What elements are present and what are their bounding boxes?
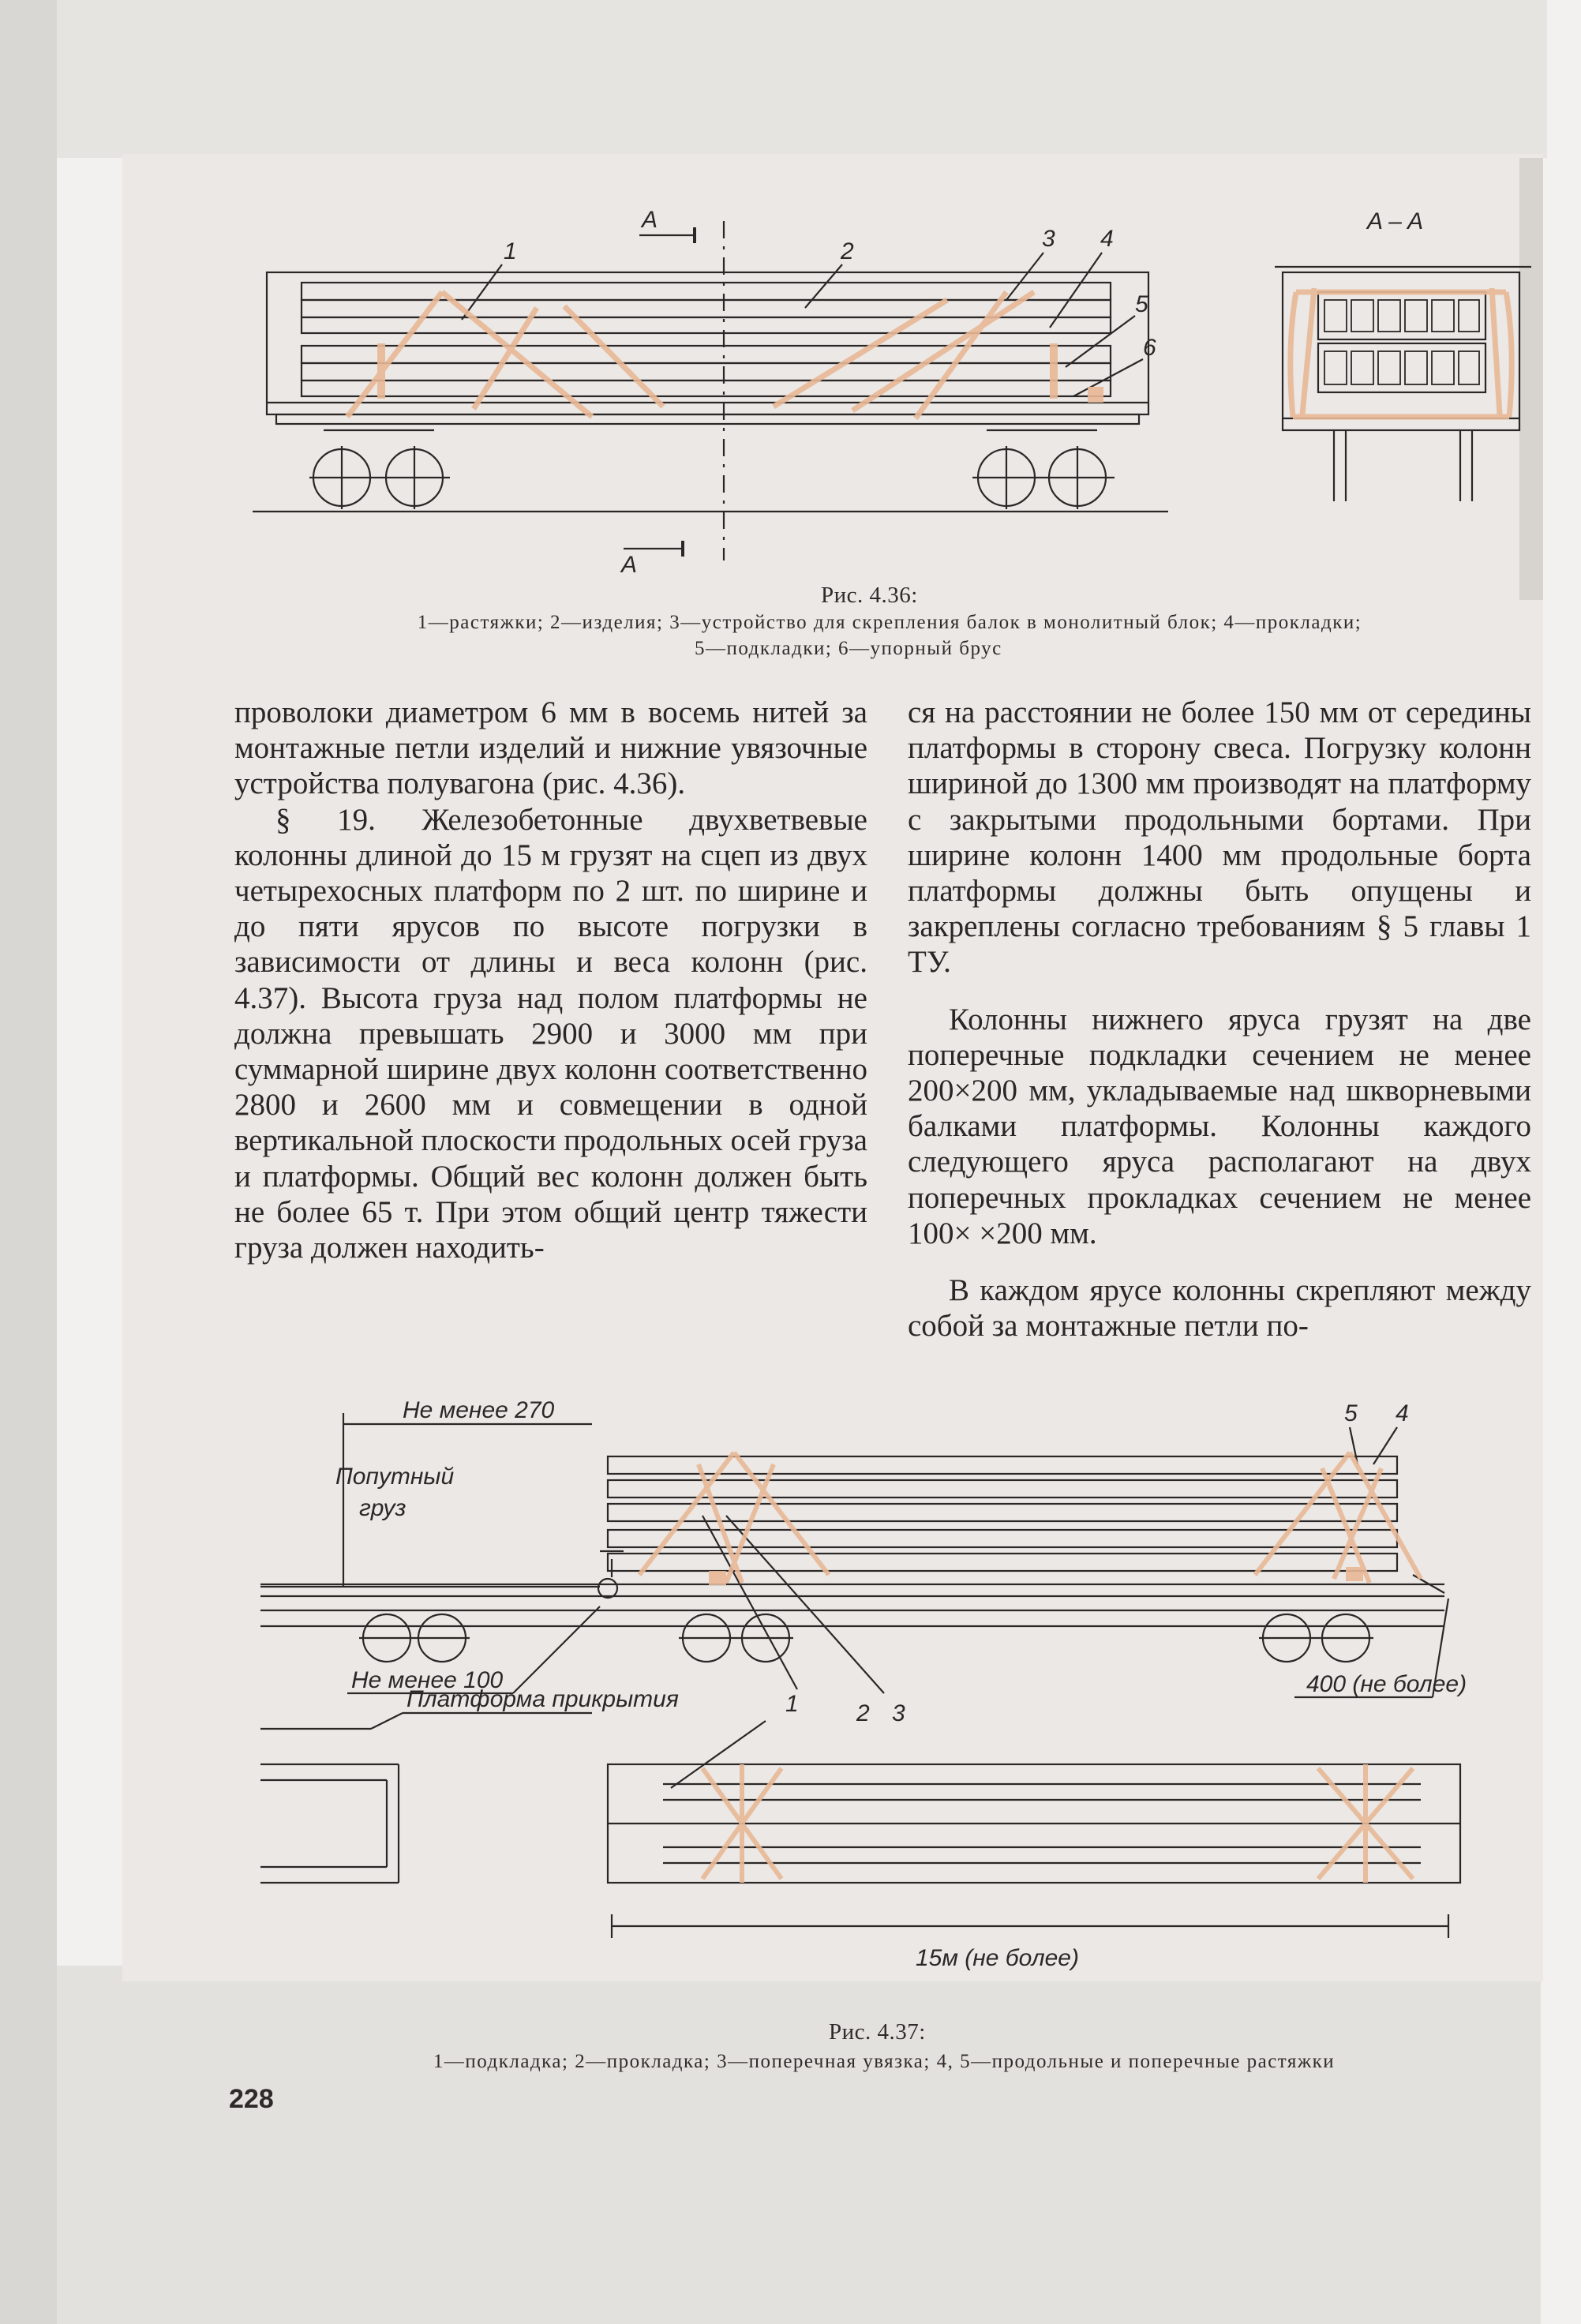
lashing xyxy=(564,306,663,407)
column-tier xyxy=(608,1554,1397,1571)
fig436-label-1: 1 xyxy=(504,238,517,264)
fig436-label-3: 3 xyxy=(1042,226,1055,252)
lashing xyxy=(774,300,947,407)
beam-row xyxy=(302,363,1111,380)
beam-row xyxy=(302,283,1111,300)
leader-3 xyxy=(1006,253,1043,300)
fig437-legend: 1—подкладка; 2—прокладка; 3—поперечная увязка; 4, 5—продольные и поперечные растяжки xyxy=(433,2051,1336,2072)
fig436-label-section-bottom: A xyxy=(621,552,638,578)
fig437-label-4: 4 xyxy=(1396,1400,1409,1426)
clamp xyxy=(1050,343,1058,399)
paragraph: проволоки диаметром 6 мм в восемь нитей за монтажные петли изделий и нижние увязочные устройства полувагона (рис. 4.36). xyxy=(234,695,867,801)
lashing xyxy=(639,1452,829,1583)
paragraph: В каждом ярусе колонны скрепляют между собой за монтажные петли по- xyxy=(908,1273,1531,1344)
paragraph: ся на расстоянии не более 150 мм от середины платформы в сторону свеса. Погрузку колонн шириной до 1300 мм производят на платформу с закрытыми продольными бортами. При ширине колонн 1400 мм продольные борта платформы должны быть опущены и закреплены согласно требованиям § 5 главы 1 ТУ. xyxy=(908,695,1531,980)
leader-6 xyxy=(1073,359,1143,396)
fig437-label-max400: 400 (не более) xyxy=(1306,1671,1467,1697)
fig437-label-min270: Не менее 270 xyxy=(403,1397,555,1423)
fig437-caption-title: Рис. 4.37: xyxy=(829,2019,926,2045)
leader-3 xyxy=(671,1721,766,1788)
fig436-label-4: 4 xyxy=(1100,226,1114,252)
column-tier xyxy=(608,1504,1397,1521)
fig437-label-1: 1 xyxy=(785,1691,799,1717)
fig437-label-length: 15м (не более) xyxy=(916,1945,1079,1971)
column-tier xyxy=(608,1480,1397,1497)
scan-bottom-margin xyxy=(57,1966,1541,2324)
lashing xyxy=(852,292,1034,410)
fig437-label-3: 3 xyxy=(892,1700,905,1726)
leader-4 xyxy=(1373,1427,1397,1464)
fig437-label-cover-platform: Платформа прикрытия xyxy=(406,1686,679,1712)
fig436-caption-title: Рис. 4.36: xyxy=(821,583,918,608)
paragraph: § 19. Железобетонные двухветвевые колонны длиной до 15 м грузят на сцеп из двух четырехосных платформ по 2 шт. по ширине и до пяти ярусов по высоте погрузки в зависимости от длины и веса колонн (рис. 4.37). Высота груза над полом платформы не должна превышать 2900 и 3000 мм при суммарной ширине двух колонн соответственно 2800 и 2600 мм и совмещении в одной вертикальной плоскости продольных осей груза и платформы. Общий вес колонн должен быть не более 65 т. При этом общий центр тяжести груза должен находить- xyxy=(234,802,867,1265)
lashing xyxy=(347,292,442,417)
fig437-label-min100: Не менее 100 xyxy=(351,1667,504,1693)
text-column-right xyxy=(908,695,1531,1344)
lashing xyxy=(1255,1452,1421,1583)
beam-row xyxy=(302,380,1111,396)
stop-bar xyxy=(1088,387,1103,403)
fig436-label-5: 5 xyxy=(1135,291,1148,317)
fig437-label-cargo-2: груз xyxy=(359,1495,406,1521)
leader-2 xyxy=(805,264,842,308)
leader-5 xyxy=(1066,316,1135,367)
fig437-label-5: 5 xyxy=(1344,1400,1358,1426)
fig436-section-view-title: A – A xyxy=(1367,208,1424,234)
paragraph: Колонны нижнего яруса грузят на две поперечные подкладки сечением не менее 200×200 мм, укладываемые над шкворневыми балками платформы. Колонны каждого следующего яруса располагают на двух поперечных прокладках сечением не менее 100× ×200 мм. xyxy=(908,1002,1531,1250)
clamp xyxy=(377,343,385,399)
support xyxy=(1346,1567,1363,1581)
fig436-label-section-top: A xyxy=(642,207,658,233)
figure-4-37 xyxy=(260,1389,1539,2013)
text-column-left xyxy=(234,695,867,1265)
fig436-label-6: 6 xyxy=(1143,335,1156,361)
fig436-legend-line1: 1—растяжки; 2—изделия; 3—устройство для скрепления балок в монолитный блок; 4—прокладки; xyxy=(417,612,1362,633)
scan-top-margin xyxy=(0,0,1547,158)
beam-row xyxy=(302,346,1111,363)
support xyxy=(709,1571,726,1585)
scan-left-margin xyxy=(0,0,57,2324)
wagon-body xyxy=(267,272,1148,414)
fig437-label-2: 2 xyxy=(856,1700,870,1726)
fig436-label-2: 2 xyxy=(841,238,854,264)
page-number: 228 xyxy=(229,2084,274,2114)
fig437-label-cargo-1: Попутный xyxy=(335,1464,455,1490)
figure-4-36 xyxy=(253,189,1547,584)
fig436-legend-line2: 5—подкладки; 6—упорный брус xyxy=(695,638,1002,659)
leader-4 xyxy=(1050,253,1102,328)
